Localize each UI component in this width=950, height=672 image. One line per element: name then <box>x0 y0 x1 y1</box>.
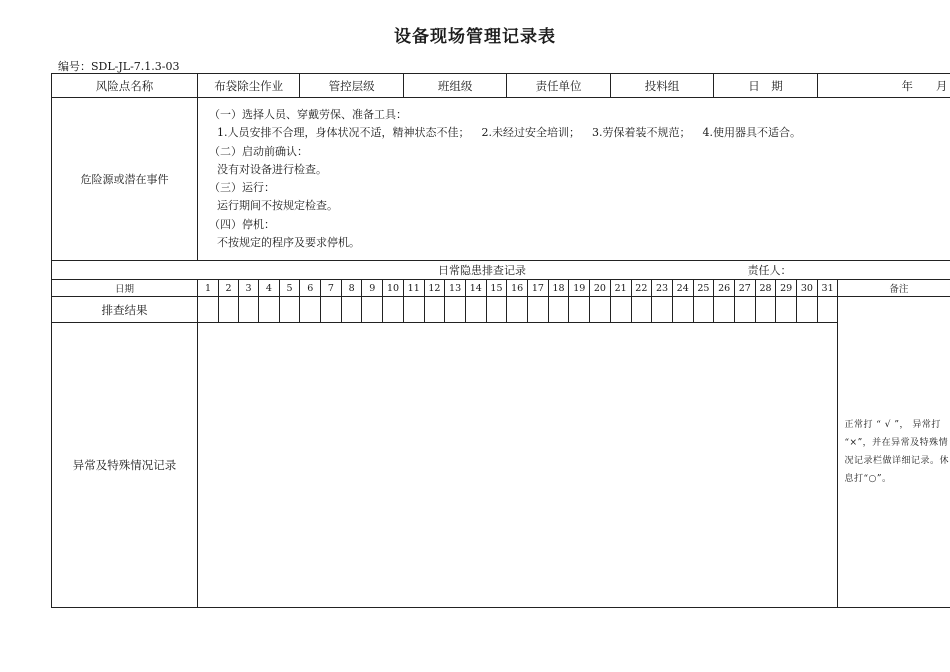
result-cell[interactable] <box>259 297 280 323</box>
day-header: 31 <box>817 280 838 297</box>
control-level-label: 管控层级 <box>300 74 403 98</box>
result-cell[interactable] <box>403 297 424 323</box>
hazard-content <box>198 98 950 261</box>
day-header: 5 <box>279 280 300 297</box>
result-cell[interactable] <box>610 297 631 323</box>
result-cell[interactable] <box>548 297 569 323</box>
day-header: 12 <box>424 280 445 297</box>
day-header: 7 <box>321 280 342 297</box>
hazard-detail-item: 没有对设备进行检查。 <box>217 162 327 176</box>
day-header: 10 <box>383 280 404 297</box>
result-label: 排查结果 <box>52 297 198 323</box>
responsible-label: 责任人： <box>747 264 792 278</box>
result-cell[interactable] <box>817 297 838 323</box>
result-cell[interactable] <box>734 297 755 323</box>
control-level-value[interactable]: 班组级 <box>403 74 506 98</box>
result-cell[interactable] <box>239 297 259 323</box>
day-header: 3 <box>239 280 259 297</box>
result-cell[interactable] <box>424 297 445 323</box>
result-cell[interactable] <box>279 297 300 323</box>
result-cell[interactable] <box>341 297 362 323</box>
day-header: 28 <box>755 280 776 297</box>
hazard-section-title: （二）启动前确认： <box>209 144 308 158</box>
date-label: 日 期 <box>714 74 817 98</box>
result-cell[interactable] <box>362 297 383 323</box>
result-cell[interactable] <box>383 297 404 323</box>
day-header: 26 <box>714 280 735 297</box>
result-cell[interactable] <box>755 297 776 323</box>
day-header: 30 <box>797 280 818 297</box>
day-header: 11 <box>403 280 424 297</box>
days-date-label: 日期 <box>52 280 198 297</box>
hazard-label: 危险源或潜在事件 <box>52 98 198 261</box>
hazard-section-title: （一）选择人员、穿戴劳保、准备工具： <box>209 108 407 121</box>
day-header: 9 <box>362 280 383 297</box>
hazard-detail-item: 运行期间不按规定检查。 <box>217 199 338 213</box>
hazard-section-title: （四）停机： <box>209 217 275 231</box>
hazard-section-detail <box>209 197 950 215</box>
risk-point-label: 风险点名称 <box>52 74 198 98</box>
hazard-section-detail <box>209 124 950 142</box>
days-row <box>52 280 950 297</box>
day-header: 16 <box>507 280 528 297</box>
daily-title-text: 日常隐患排查记录 <box>437 264 526 278</box>
hazard-detail-item: 2.未经过安全培训； <box>481 126 580 140</box>
remark-note-cell <box>838 297 950 608</box>
day-header: 14 <box>465 280 486 297</box>
risk-point-value[interactable]: 布袋除尘作业 <box>198 74 300 98</box>
hazard-section-detail <box>209 161 950 179</box>
resp-unit-label: 责任单位 <box>507 74 610 98</box>
resp-unit-value[interactable]: 投料组 <box>610 74 713 98</box>
day-header: 24 <box>672 280 693 297</box>
result-cell[interactable] <box>300 297 321 323</box>
daily-title-row <box>52 261 950 280</box>
day-header: 15 <box>486 280 507 297</box>
day-header: 1 <box>198 280 219 297</box>
result-cell[interactable] <box>569 297 590 323</box>
day-header: 17 <box>528 280 549 297</box>
hazard-section-title: （三）运行： <box>209 181 275 195</box>
header-row <box>52 74 950 98</box>
day-header: 27 <box>734 280 755 297</box>
day-header: 20 <box>590 280 611 297</box>
day-header: 13 <box>445 280 466 297</box>
result-cell[interactable] <box>465 297 486 323</box>
abnormal-record-area[interactable] <box>198 323 838 608</box>
day-header: 4 <box>259 280 280 297</box>
day-header: 25 <box>693 280 714 297</box>
remarks-label: 备注 <box>838 280 950 297</box>
hazard-row <box>52 98 950 261</box>
day-header: 8 <box>341 280 362 297</box>
result-cell[interactable] <box>714 297 735 323</box>
day-header: 6 <box>300 280 321 297</box>
page-title: 设备现场管理记录表 <box>394 27 556 47</box>
result-cell[interactable] <box>631 297 652 323</box>
day-header: 29 <box>776 280 797 297</box>
day-header: 22 <box>631 280 652 297</box>
result-cell[interactable] <box>486 297 507 323</box>
result-cell[interactable] <box>198 297 219 323</box>
result-cell[interactable] <box>507 297 528 323</box>
remark-note: 正常打 “ √ ”， 异常打 “×”，并在异常及特殊情况记录栏做详细记录。休息打“○”。 <box>844 420 949 485</box>
hazard-detail-item: 不按规定的程序及要求停机。 <box>217 236 360 250</box>
abnormal-row <box>52 323 950 608</box>
record-form <box>51 73 950 608</box>
abnormal-label: 异常及特殊情况记录 <box>52 323 198 608</box>
daily-title <box>52 261 950 280</box>
hazard-detail-item: 1.人员安排不合理，身体状况不适，精神状态不佳； <box>217 126 470 140</box>
day-header: 2 <box>219 280 239 297</box>
result-cell[interactable] <box>672 297 693 323</box>
day-header: 21 <box>610 280 631 297</box>
result-cell[interactable] <box>776 297 797 323</box>
hazard-detail-item: 4.使用器具不适合。 <box>702 126 801 140</box>
document-number: 编号：SDL-JL-7.1.3-03 <box>58 60 180 73</box>
day-header: 18 <box>548 280 569 297</box>
hazard-detail-item: 3.劳保着装不规范； <box>592 126 691 140</box>
result-cell[interactable] <box>590 297 611 323</box>
result-cell[interactable] <box>321 297 342 323</box>
result-row <box>52 297 950 323</box>
result-cell[interactable] <box>693 297 714 323</box>
result-cell[interactable] <box>528 297 549 323</box>
day-header: 23 <box>652 280 673 297</box>
result-cell[interactable] <box>652 297 673 323</box>
day-header: 19 <box>569 280 590 297</box>
result-cell[interactable] <box>219 297 239 323</box>
result-cell[interactable] <box>445 297 466 323</box>
result-cell[interactable] <box>797 297 818 323</box>
hazard-section-detail <box>209 234 950 252</box>
date-value[interactable]: 年 月 <box>817 74 950 98</box>
